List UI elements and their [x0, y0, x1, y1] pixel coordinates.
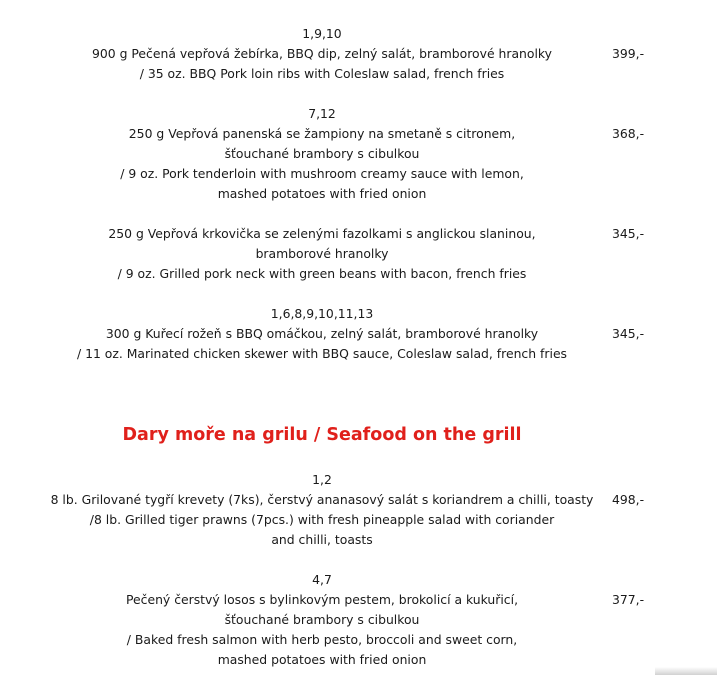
dish-name-english: / 9 oz. Pork tenderloin with mushroom creamy sauce with lemon,: [120, 166, 524, 181]
dish-name-czech: 250 g Vepřová krkovička se zelenými fazolkami s anglickou slaninou,: [108, 226, 536, 241]
dish-price: 498,-: [612, 492, 645, 507]
dish-name-czech-cont: šťouchané brambory s cibulkou: [224, 146, 420, 161]
dish-name-english-cont: mashed potatoes with fried onion: [217, 652, 427, 667]
dish-name-czech-cont: bramborové hranolky: [255, 246, 389, 261]
dish-name-english-cont: and chilli, toasts: [271, 532, 373, 547]
dish-price: 399,-: [612, 46, 645, 61]
allergen-codes: 1,9,10: [302, 26, 342, 41]
allergen-codes: 1,2: [312, 472, 332, 487]
dish-name-czech: 900 g Pečená vepřová žebírka, BBQ dip, zelný salát, bramborové hranolky: [91, 46, 552, 61]
dish-name-czech-cont: šťouchané brambory s cibulkou: [224, 612, 420, 627]
dish-name-english: / Baked fresh salmon with herb pesto, broccoli and sweet corn,: [126, 632, 518, 647]
section-heading-seafood: Dary moře na grilu / Seafood on the grill: [122, 425, 522, 445]
dish-name-english: / 35 oz. BBQ Pork loin ribs with Coleslaw salad, french fries: [139, 66, 505, 81]
dish-price: 368,-: [612, 126, 645, 141]
allergen-codes: 1,6,8,9,10,11,13: [270, 306, 374, 321]
dish-name-czech: 8 lb. Grilované tygří krevety (7ks), čerstvý ananasový salát s koriandrem a chilli, toasty: [50, 492, 594, 507]
dish-price: 345,-: [612, 326, 645, 341]
allergen-codes: 4,7: [312, 572, 332, 587]
dish-name-english: / 11 oz. Marinated chicken skewer with BBQ sauce, Coleslaw salad, french fries: [76, 346, 568, 361]
dish-name-english-cont: mashed potatoes with fried onion: [217, 186, 427, 201]
dish-price: 345,-: [612, 226, 645, 241]
dish-price: 377,-: [612, 592, 645, 607]
dish-name-czech: 250 g Vepřová panenská se žampiony na smetaně s citronem,: [128, 126, 516, 141]
page-edge-shadow: [655, 667, 717, 675]
dish-name-czech: Pečený čerstvý losos s bylinkovým pestem, brokolicí a kukuřicí,: [125, 592, 519, 607]
dish-name-english: /8 lb. Grilled tiger prawns (7pcs.) with fresh pineapple salad with coriander: [89, 512, 555, 527]
dish-name-czech: 300 g Kuřecí rožeň s BBQ omáčkou, zelný salát, bramborové hranolky: [105, 326, 539, 341]
dish-name-english: / 9 oz. Grilled pork neck with green beans with bacon, french fries: [117, 266, 527, 281]
allergen-codes: 7,12: [308, 106, 336, 121]
